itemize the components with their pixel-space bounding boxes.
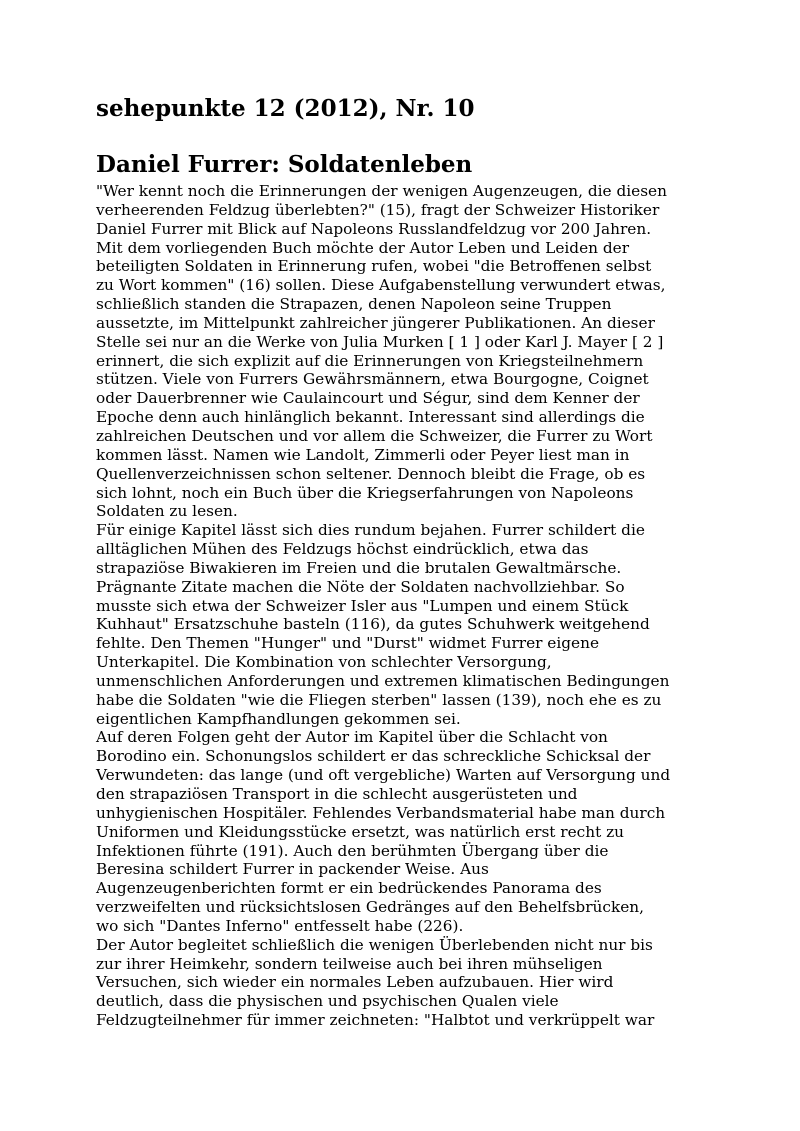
text-line: fehlte. Den Themen "Hunger" und "Durst" widmet Furrer eigene xyxy=(96,634,600,653)
article-body xyxy=(96,182,716,1030)
document-page xyxy=(96,92,716,1030)
paragraph xyxy=(96,936,716,1030)
paragraph xyxy=(96,521,716,728)
text-line: stützen. Viele von Furrers Gewährsmännern, etwa Bourgogne, Coignet xyxy=(96,370,649,389)
paragraph xyxy=(96,728,716,935)
text-line: aussetzte, im Mittelpunkt zahlreicher jüngerer Publikationen. An dieser xyxy=(96,313,655,332)
text-line: verheerenden Feldzug überlebten?" (15), fragt der Schweizer Historiker xyxy=(96,200,660,219)
journal-heading: sehepunkte 12 (2012), Nr. 10 xyxy=(96,95,475,122)
text-line: musste sich etwa der Schweizer Isler aus "Lumpen und einem Stück xyxy=(96,596,629,615)
text-line: schließlich standen die Strapazen, denen Napoleon seine Truppen xyxy=(96,295,612,314)
text-line: Borodino ein. Schonungslos schildert er das schreckliche Schicksal der xyxy=(96,747,651,766)
text-line: Feldzugteilnehmer für immer zeichneten: "Halbtot und verkrüppelt war xyxy=(96,1011,655,1030)
text-line: alltäglichen Mühen des Feldzugs höchst eindrücklich, etwa das xyxy=(96,540,589,559)
text-line: Für einige Kapitel lässt sich dies rundum bejahen. Furrer schildert die xyxy=(96,521,645,540)
text-line: deutlich, dass die physischen und psychischen Qualen viele xyxy=(96,992,559,1011)
text-line: Infektionen führte (191). Auch den berühmten Übergang über die xyxy=(96,841,609,860)
text-line: kommen lässt. Namen wie Landolt, Zimmerli oder Peyer liest man in xyxy=(96,445,630,464)
text-line: Kuhhaut" Ersatzschuhe basteln (116), da gutes Schuhwerk weitgehend xyxy=(96,615,650,634)
text-line: Verwundeten: das lange (und oft vergebliche) Warten auf Versorgung und xyxy=(96,766,671,785)
text-line: oder Dauerbrenner wie Caulaincourt und Ségur, sind dem Kenner der xyxy=(96,389,640,408)
text-line: verzweifelten und rücksichtslosen Gedränges auf den Behelfsbrücken, xyxy=(96,898,644,917)
text-line: Versuchen, sich wieder ein normales Leben aufzubauen. Hier wird xyxy=(96,973,614,992)
text-line: strapaziöse Biwakieren im Freien und die brutalen Gewaltmärsche. xyxy=(96,558,622,577)
text-line: unmenschlichen Anforderungen und extremen klimatischen Bedingungen xyxy=(96,671,670,690)
text-line: Uniformen und Kleidungsstücke ersetzt, was natürlich erst recht zu xyxy=(96,822,625,841)
text-line: Unterkapitel. Die Kombination von schlechter Versorgung, xyxy=(96,653,552,672)
text-line: den strapaziösen Transport in die schlecht ausgerüsteten und xyxy=(96,785,578,803)
text-line: sich lohnt, noch ein Buch über die Kriegserfahrungen von Napoleons xyxy=(96,483,634,502)
text-line: Epoche denn auch hinlänglich bekannt. Interessant sind allerdings die xyxy=(96,408,645,427)
paragraph xyxy=(96,182,716,521)
text-line: unhygienischen Hospitäler. Fehlendes Verbandsmaterial habe man durch xyxy=(96,803,666,822)
text-line: Prägnante Zitate machen die Nöte der Soldaten nachvollziehbar. So xyxy=(96,577,625,596)
text-line: beteiligten Soldaten in Erinnerung rufen, wobei "die Betroffenen selbst xyxy=(96,257,652,276)
text-line: Der Autor begleitet schließlich die wenigen Überlebenden nicht nur bis xyxy=(96,935,653,954)
text-line: habe die Soldaten "wie die Fliegen sterben" lassen (139), noch ehe es zu xyxy=(96,690,662,709)
text-line: Mit dem vorliegenden Buch möchte der Autor Leben und Leiden der xyxy=(96,238,630,257)
text-line: "Wer kennt noch die Erinnerungen der wenigen Augenzeugen, die diesen xyxy=(96,182,667,200)
text-line: zur ihrer Heimkehr, sondern teilweise auch bei ihren mühseligen xyxy=(96,954,603,973)
text-line: Beresina schildert Furrer in packender Weise. Aus xyxy=(96,860,489,879)
text-line: Soldaten zu lesen. xyxy=(96,502,238,521)
text-line: Daniel Furrer mit Blick auf Napoleons Russlandfeldzug vor 200 Jahren. xyxy=(96,219,652,238)
text-line: zahlreichen Deutschen und vor allem die Schweizer, die Furrer zu Wort xyxy=(96,426,653,445)
text-line: wo sich "Dantes Inferno" entfesselt habe (226). xyxy=(96,916,464,935)
article-title: Daniel Furrer: Soldatenleben xyxy=(96,151,473,178)
text-line: Quellenverzeichnissen schon seltener. Dennoch bleibt die Frage, ob es xyxy=(96,464,646,483)
text-line: eigentlichen Kampfhandlungen gekommen sei. xyxy=(96,709,461,728)
text-line: Stelle sei nur an die Werke von Julia Murken [ 1 ] oder Karl J. Mayer [ 2 ] xyxy=(96,332,664,351)
text-line: zu Wort kommen" (16) sollen. Diese Aufgabenstellung verwundert etwas, xyxy=(96,276,666,295)
text-line: Auf deren Folgen geht der Autor im Kapitel über die Schlacht von xyxy=(96,728,608,747)
text-line: erinnert, die sich explizit auf die Erinnerungen von Kriegsteilnehmern xyxy=(96,351,644,370)
text-line: Augenzeugenberichten formt er ein bedrückendes Panorama des xyxy=(96,879,602,898)
